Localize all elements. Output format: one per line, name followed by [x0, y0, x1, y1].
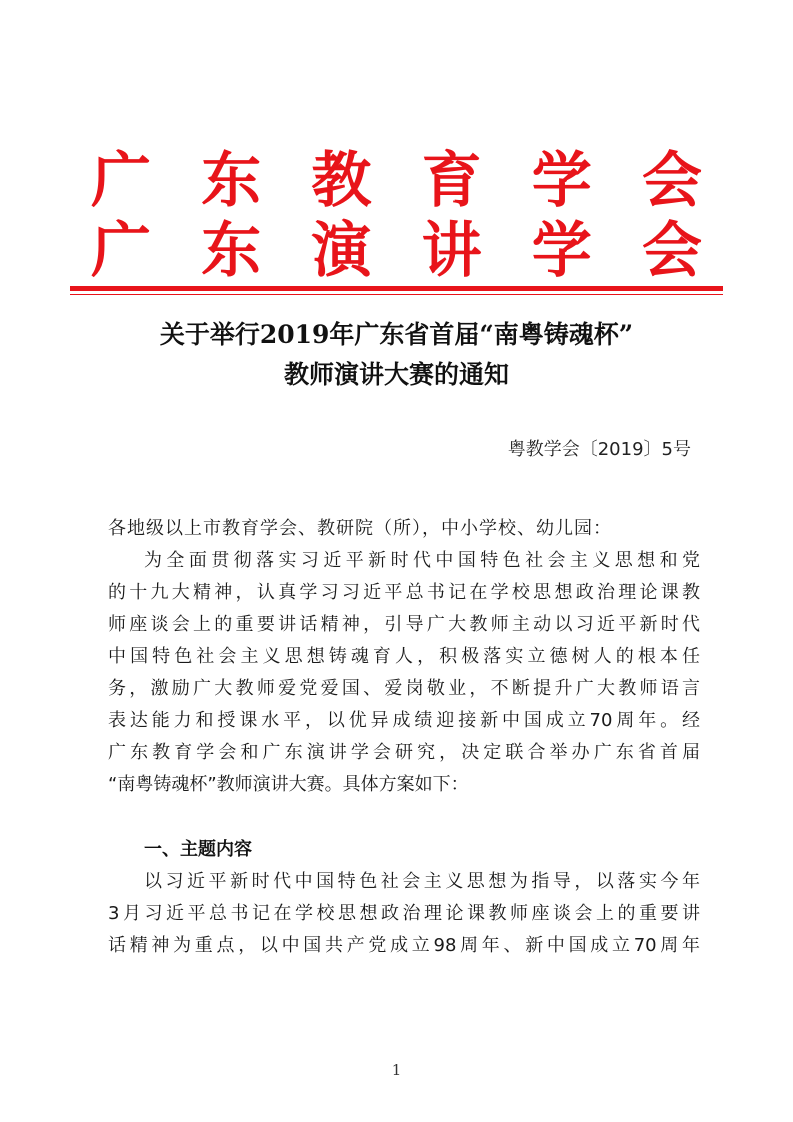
- org-char: 演: [311, 216, 372, 286]
- paragraph-line: 以习近平新时代中国特色社会主义思想为指导，以落实今年: [144, 871, 700, 892]
- header-divider-thin: [70, 294, 723, 295]
- org-char: 育: [421, 146, 482, 216]
- org-name-guangdong-education-society: [88, 148, 705, 214]
- org-char: 学: [531, 216, 592, 286]
- paragraph-line: 表达能力和授课水平，以优异成绩迎接新中国成立70周年。经: [108, 710, 700, 731]
- paragraph-line: 3月习近平总书记在学校思想政治理论课教师座谈会上的重要讲: [108, 903, 700, 924]
- org-char: 东: [201, 216, 262, 286]
- header-divider-thick: [70, 286, 723, 291]
- org-char: 广: [91, 146, 151, 216]
- paragraph-line: 务，激励广大教师爱党爱国、爱岗敬业，不断提升广大教师语言: [108, 678, 700, 699]
- document-title-line-2: 教师演讲大赛的通知: [283, 360, 509, 389]
- body-paragraph-1: [108, 545, 700, 801]
- org-name-guangdong-speech-society: [88, 218, 705, 284]
- salutation: 各地级以上市教育学会、教研院（所），中小学校、幼儿园：: [108, 518, 612, 539]
- body-paragraph-2: [108, 866, 700, 962]
- org-char: 讲: [421, 216, 482, 286]
- paragraph-line: 师座谈会上的重要讲话精神，引导广大教师主动以习近平新时代: [108, 614, 700, 635]
- org-char: 教: [311, 146, 372, 216]
- org-char: 会: [641, 216, 702, 286]
- org-char: 东: [201, 146, 262, 216]
- paragraph-line: 中国特色社会主义思想铸魂育人，积极落实立德树人的根本任: [108, 646, 700, 667]
- document-title-line-1: 关于举行2019年广东省首届“南粤铸魂杯”: [159, 320, 634, 349]
- page-number: 1: [391, 1061, 402, 1079]
- paragraph-line: 广东教育学会和广东演讲学会研究，决定联合举办广东省首届: [108, 742, 700, 763]
- org-char: 广: [91, 216, 151, 286]
- org-char: 会: [641, 146, 702, 216]
- document-number: 粤教学会〔2019〕5号: [507, 439, 691, 460]
- paragraph-line: 话精神为重点，以中国共产党成立98周年、新中国成立70周年: [108, 935, 700, 956]
- org-char: 学: [531, 146, 592, 216]
- paragraph-line: 为全面贯彻落实习近平新时代中国特色社会主义思想和党: [144, 550, 700, 571]
- section-heading-theme-content: 一、主题内容: [144, 839, 252, 860]
- paragraph-line: “南粤铸魂杯”教师演讲大赛。具体方案如下：: [108, 774, 469, 795]
- paragraph-line: 的十九大精神，认真学习习近平总书记在学校思想政治理论课教: [108, 582, 700, 603]
